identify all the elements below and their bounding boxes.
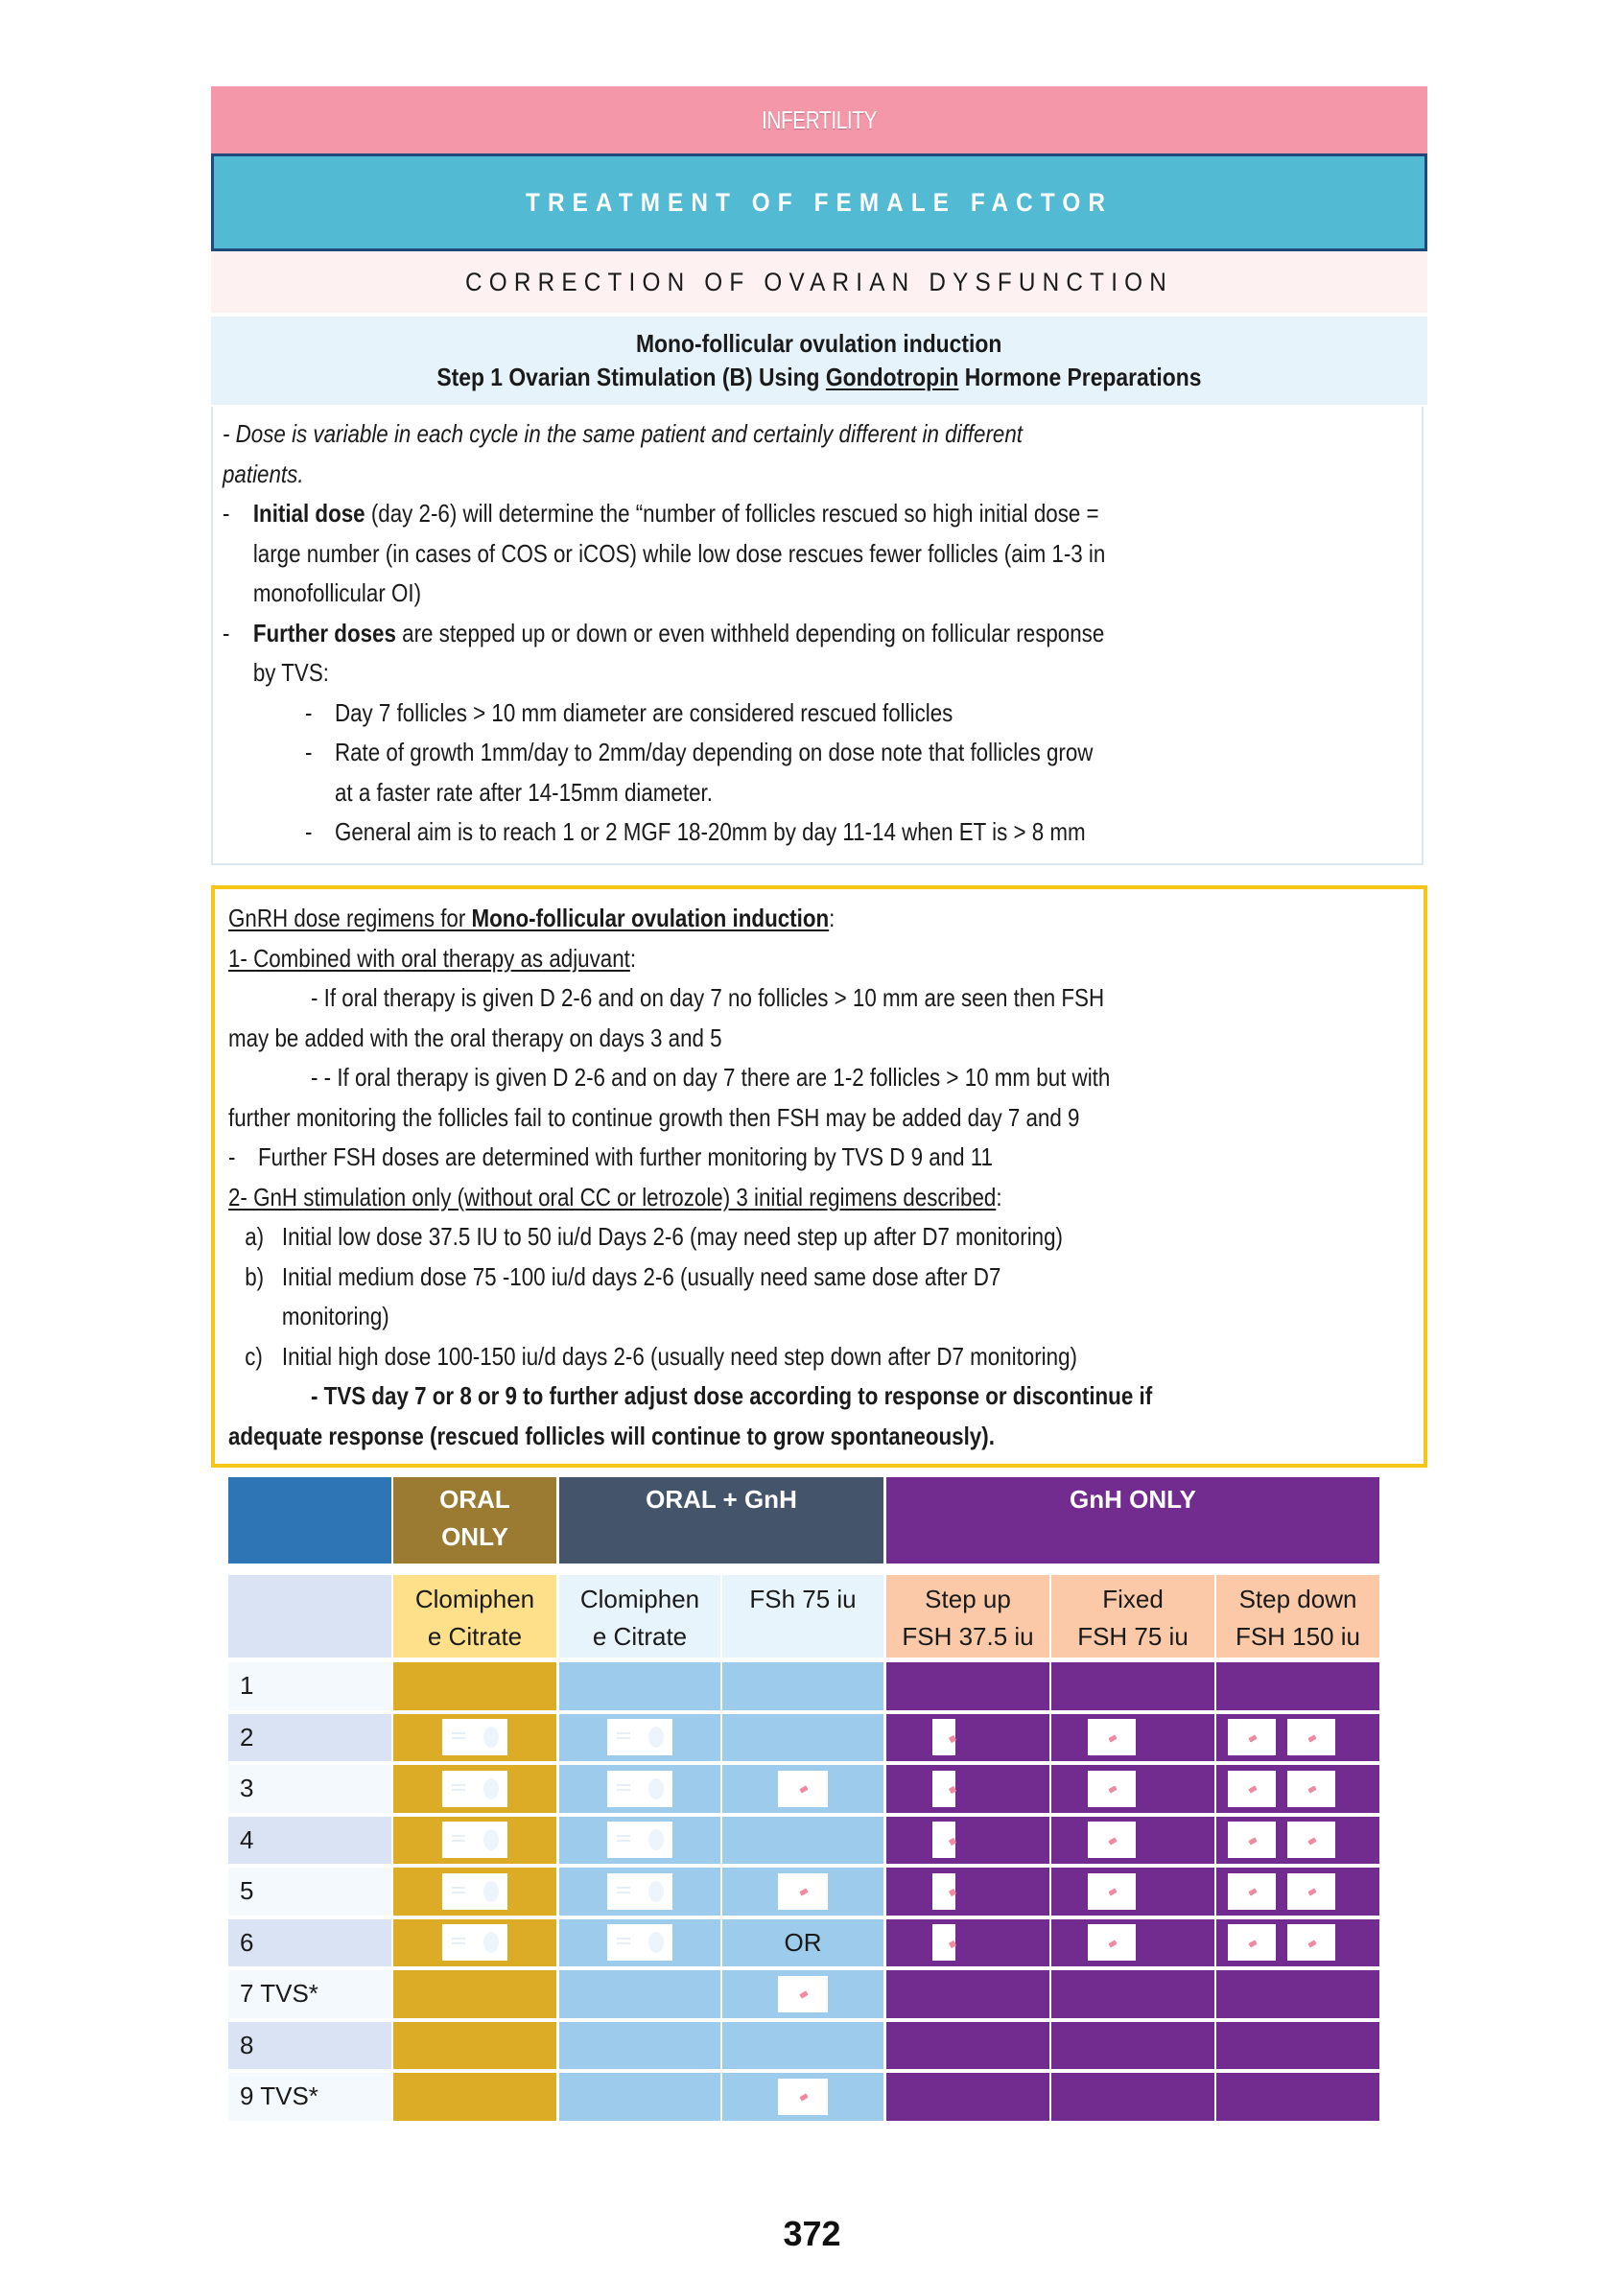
underlined-term: Gondotropin [825, 363, 959, 391]
day-label: 5 [228, 1868, 391, 1916]
injection-icon [1287, 1873, 1335, 1910]
pill-icon [442, 1873, 507, 1910]
day-label: 7 TVS* [228, 1970, 391, 2018]
oral-gnh-cc-cell [559, 1765, 720, 1813]
fixed-cell [1051, 1970, 1214, 2018]
step-down-cell [1216, 1662, 1379, 1710]
bullet-further-doses: - Further doses are stepped up or down or even withheld depending on follicular response [223, 618, 1105, 647]
group-header: GnH ONLY [886, 1477, 1379, 1564]
part2-heading: 2- GnH stimulation only (without oral CC or letrozole) 3 initial regimens described: [228, 1182, 1002, 1211]
oral-gnh-cc-cell [559, 1868, 720, 1916]
column-header-line: e Citrate [592, 1622, 688, 1651]
sub-bullet: - General aim is to reach 1 or 2 MGF 18-20mm by day 11-14 when ET is > 8 mm [305, 817, 1086, 846]
oral-gnh-cc-cell [559, 2022, 720, 2070]
regimen-line: - Further FSH doses are determined with further monitoring by TVS D 9 and 11 [228, 1142, 993, 1171]
column-header-line: Clomiphen [414, 1585, 535, 1613]
group-header: ORAL ONLY [393, 1477, 556, 1564]
sub-bullet: - Day 7 follicles > 10 mm diameter are considered rescued follicles [305, 697, 953, 727]
fixed-cell [1051, 1662, 1214, 1710]
oral-gnh-cc-cell [559, 1714, 720, 1762]
injection-icon [1088, 1822, 1136, 1858]
oral-gnh-fsh-cell [722, 1817, 883, 1865]
oral-only-cell [393, 2022, 556, 2070]
regimen-line: may be added with the oral therapy on days 3 and 5 [228, 1023, 722, 1052]
tvs-note-cont: adequate response (rescued follicles will continue to grow spontaneously). [228, 1421, 995, 1450]
part1-heading: 1- Combined with oral therapy as adjuvant: [228, 943, 637, 973]
injection-icon [1228, 1822, 1276, 1858]
oral-gnh-cc-cell [559, 1970, 720, 2018]
oral-only-cell [393, 1868, 556, 1916]
sub-bullet-continuation: at a faster rate after 14-15mm diameter. [334, 777, 713, 807]
injection-icon [1287, 1924, 1335, 1961]
step-down-cell [1216, 1970, 1379, 2018]
column-header [559, 1575, 720, 1658]
step-up-cell [886, 1919, 1049, 1967]
day-label: 2 [228, 1714, 391, 1762]
oral-gnh-fsh-cell [722, 2073, 883, 2121]
pill-icon [607, 1822, 672, 1858]
group-header [228, 1477, 391, 1564]
fixed-cell [1051, 2022, 1214, 2070]
oral-gnh-cc-cell [559, 2073, 720, 2121]
injection-icon [1088, 1771, 1136, 1807]
oral-only-cell [393, 1714, 556, 1762]
bullet-continuation: large number (in cases of COS or iCOS) while low dose rescues fewer follicles (aim 1-3 in [252, 538, 1106, 568]
column-header-line: e Citrate [427, 1622, 523, 1651]
oral-gnh-fsh-cell [722, 1662, 883, 1710]
column-header [228, 1575, 391, 1658]
injection-icon [1228, 1924, 1276, 1961]
topic-heading [211, 317, 1427, 405]
regimens-box [211, 885, 1427, 1468]
column-header-line: Clomiphen [579, 1585, 700, 1613]
injection-icon [1088, 1873, 1136, 1910]
step-down-cell [1216, 1765, 1379, 1813]
oral-only-cell [393, 1919, 556, 1967]
oral-gnh-fsh-cell [722, 1765, 883, 1813]
injection-icon [778, 1976, 828, 2012]
injection-icon [1228, 1771, 1276, 1807]
column-header [722, 1575, 883, 1658]
oral-only-cell [393, 2073, 556, 2121]
injection-icon [1287, 1822, 1335, 1858]
step-down-cell [1216, 1919, 1379, 1967]
step-up-cell [886, 1970, 1049, 2018]
regimen-option-b-cont: monitoring) [281, 1302, 389, 1330]
subsection-title: CORRECTION OF OVARIAN DYSFUNCTION [464, 267, 1174, 296]
fixed-cell [1051, 1868, 1214, 1916]
fixed-cell [1051, 1817, 1214, 1865]
injection-icon [1287, 1719, 1335, 1755]
step-up-cell [886, 1868, 1049, 1916]
pill-icon [607, 1924, 672, 1961]
step-down-cell [1216, 1714, 1379, 1762]
oral-only-cell [393, 1765, 556, 1813]
oral-gnh-fsh-cell [722, 1919, 883, 1967]
injection-icon [778, 1873, 828, 1910]
pill-icon [442, 1822, 507, 1858]
day-label: 4 [228, 1817, 391, 1865]
pill-icon [607, 1873, 672, 1910]
step-up-cell [886, 1765, 1049, 1813]
regimen-line: further monitoring the follicles fail to continue growth then FSH may be added day 7 and 9 [228, 1102, 1080, 1132]
injection-icon [1287, 1771, 1335, 1807]
group-header: ORAL + GnH [559, 1477, 883, 1564]
step-up-cell [886, 1662, 1049, 1710]
bullet-initial-dose: - Initial dose (day 2-6) will determine the “number of follicles rescued so high initial dose = [223, 499, 1099, 528]
injection-icon [932, 1822, 955, 1858]
day-label: 1 [228, 1662, 391, 1710]
step-down-cell [1216, 1817, 1379, 1865]
oral-only-cell [393, 1970, 556, 2018]
pill-icon [442, 1924, 507, 1961]
oral-gnh-fsh-cell [722, 1868, 883, 1916]
or-label: OR [784, 1927, 822, 1957]
column-header-line: Step down [1238, 1585, 1357, 1613]
oral-only-cell [393, 1662, 556, 1710]
chapter-banner [211, 86, 1427, 153]
column-header-line: FSH 37.5 iu [902, 1622, 1034, 1651]
pill-icon [442, 1719, 507, 1755]
injection-icon [932, 1771, 955, 1807]
day-label: 3 [228, 1765, 391, 1813]
injection-icon [932, 1873, 955, 1910]
step-down-cell [1216, 2073, 1379, 2121]
oral-gnh-cc-cell [559, 1662, 720, 1710]
day-label: 8 [228, 2022, 391, 2070]
regimen-option-c: c) Initial high dose 100-150 iu/d days 2-6 (usually need step down after D7 monitoring) [245, 1341, 1077, 1371]
fixed-cell [1051, 1714, 1214, 1762]
column-header [1216, 1575, 1379, 1658]
step-up-cell [886, 1817, 1049, 1865]
fixed-cell [1051, 1765, 1214, 1813]
subsection-banner [211, 251, 1427, 313]
regimen-line: - - If oral therapy is given D 2-6 and on day 7 there are 1-2 follicles > 10 mm but with [311, 1063, 1111, 1092]
oral-gnh-fsh-cell [722, 1970, 883, 2018]
injection-icon [1088, 1924, 1136, 1961]
column-header-line: Step up [925, 1585, 1011, 1613]
injection-icon [932, 1924, 955, 1961]
day-label: 9 TVS* [228, 2073, 391, 2121]
injection-icon [1228, 1719, 1276, 1755]
sub-bullet: - Rate of growth 1mm/day to 2mm/day depending on dose note that follicles grow [305, 738, 1094, 766]
pill-icon [442, 1771, 507, 1807]
column-header [886, 1575, 1049, 1658]
column-header-line: Fixed [1102, 1585, 1164, 1613]
oral-only-cell [393, 1817, 556, 1865]
injection-icon [1228, 1873, 1276, 1910]
tvs-note: - TVS day 7 or 8 or 9 to further adjust dose according to response or discontinue if [311, 1381, 1153, 1410]
section-title: TREATMENT OF FEMALE FACTOR [525, 187, 1113, 217]
chapter-title: INFERTILITY [761, 105, 878, 134]
regimen-option-b: b) Initial medium dose 75 -100 iu/d days 2-6 (usually need same dose after D7 [245, 1261, 1001, 1291]
topic-subtitle: Step 1 Ovarian Stimulation (B) Using Gondotropin Hormone Preparations [436, 363, 1202, 391]
regimen-option-a: a) Initial low dose 37.5 IU to 50 iu/d Days 2-6 (may need step up after D7 monitoring) [245, 1222, 1063, 1251]
step-down-cell [1216, 1868, 1379, 1916]
column-header-line: FSH 150 iu [1235, 1622, 1361, 1651]
oral-gnh-cc-cell [559, 1817, 720, 1865]
column-header-line: FSH 75 iu [1077, 1622, 1189, 1651]
note-line: patients. [223, 459, 304, 488]
pill-icon [607, 1771, 672, 1807]
page-number: 372 [783, 2214, 841, 2253]
step-up-cell [886, 2022, 1049, 2070]
bullet-continuation: monofollicular OI) [252, 578, 422, 607]
injection-icon [932, 1719, 955, 1755]
pill-icon [607, 1719, 672, 1755]
step-down-cell [1216, 2022, 1379, 2070]
injection-icon [778, 1771, 828, 1807]
oral-gnh-fsh-cell [722, 1714, 883, 1762]
regimens-heading: GnRH dose regimens for Mono-follicular ovulation induction: [228, 904, 836, 932]
oral-gnh-cc-cell [559, 1919, 720, 1967]
bullet-continuation: by TVS: [252, 658, 329, 687]
fixed-cell [1051, 1919, 1214, 1967]
injection-icon [1088, 1719, 1136, 1755]
regimen-line: - If oral therapy is given D 2-6 and on day 7 no follicles > 10 mm are seen then FSH [311, 983, 1105, 1012]
column-header-line: FSh 75 iu [749, 1585, 857, 1613]
topic-title: Mono-follicular ovulation induction [636, 329, 1002, 358]
fixed-cell [1051, 2073, 1214, 2121]
column-header [1051, 1575, 1214, 1658]
step-up-cell [886, 1714, 1049, 1762]
column-header [393, 1575, 556, 1658]
injection-icon [778, 2079, 828, 2115]
section-banner [211, 153, 1427, 251]
oral-gnh-fsh-cell [722, 2022, 883, 2070]
note-line: - Dose is variable in each cycle in the same patient and certainly different in different [223, 419, 1023, 448]
dose-notes-box [211, 407, 1424, 865]
step-up-cell [886, 2073, 1049, 2121]
day-label: 6 [228, 1919, 391, 1967]
